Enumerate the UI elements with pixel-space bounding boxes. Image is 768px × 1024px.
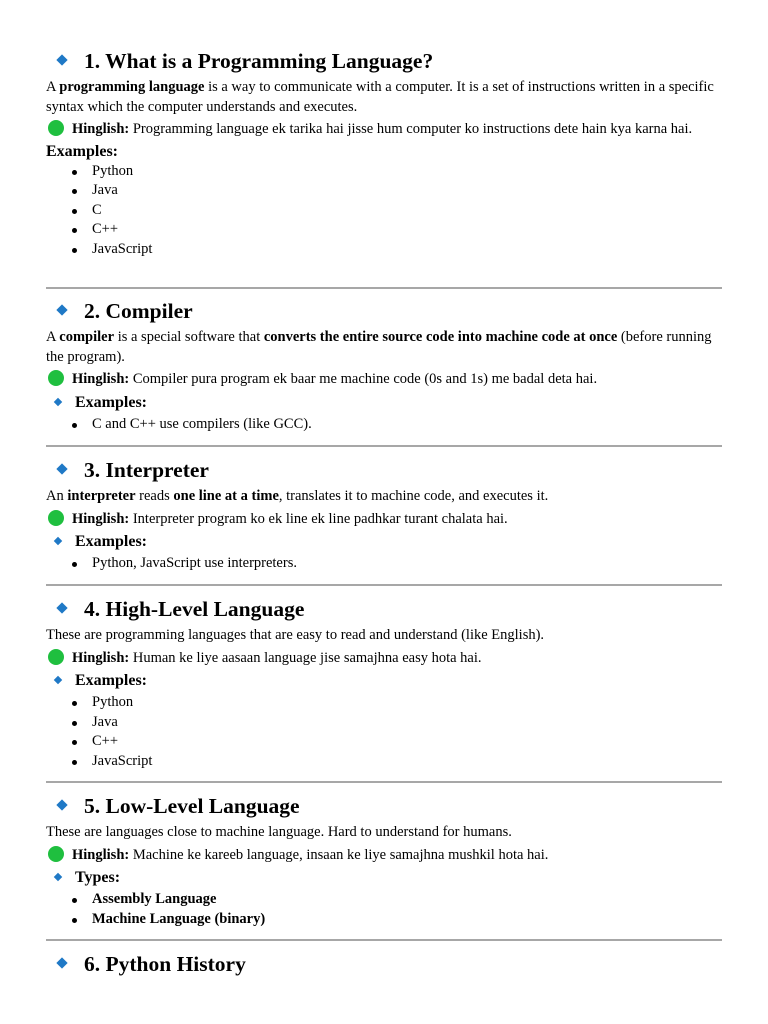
- hinglish-label: Hinglish:: [72, 510, 130, 527]
- small-diamond-bullet-icon: [54, 537, 62, 545]
- small-diamond-bullet-icon: [54, 397, 62, 405]
- diamond-bullet-icon: [56, 602, 67, 613]
- hinglish-text: Human ke liye aasaan language jise samajhna easy hota hai.: [132, 649, 482, 666]
- examples-list: [46, 693, 722, 771]
- section-title: 3. Interpreter: [84, 458, 209, 482]
- green-circle-icon: [48, 510, 64, 526]
- diamond-bullet-icon: [56, 54, 67, 65]
- section-high-level-language: [46, 596, 722, 771]
- list-item: C++: [46, 732, 722, 752]
- list-item: Python: [46, 693, 722, 713]
- hinglish-note: [46, 649, 722, 669]
- section-divider: [46, 287, 722, 289]
- small-diamond-bullet-icon: [54, 873, 62, 881]
- section-python-history: [46, 951, 722, 981]
- section-compiler: [46, 298, 722, 434]
- section-programming-language: [46, 48, 722, 259]
- green-circle-icon: [48, 649, 64, 665]
- diamond-bullet-icon: [56, 799, 67, 810]
- examples-label: Examples:: [46, 142, 118, 160]
- intro-text: reads: [135, 488, 174, 504]
- section-title: 4. High-Level Language: [84, 597, 305, 621]
- section-title: 2. Compiler: [84, 299, 193, 323]
- intro-text: is a special software that: [114, 329, 264, 345]
- examples-label: Examples:: [75, 672, 147, 689]
- list-item: C++: [46, 220, 722, 240]
- green-circle-icon: [48, 120, 64, 136]
- green-circle-icon: [48, 370, 64, 386]
- list-item: C and C++ use compilers (like GCC).: [46, 415, 722, 435]
- types-label: Types:: [75, 869, 121, 886]
- intro-bold-term: interpreter: [67, 488, 136, 504]
- examples-heading: [46, 671, 722, 693]
- intro-text: These are programming languages that are easy to read and understand (like English).: [46, 627, 545, 643]
- types-list: [46, 890, 722, 929]
- list-item: Java: [46, 181, 722, 201]
- section-divider: [46, 781, 722, 783]
- section-intro: [46, 487, 722, 507]
- examples-heading: [46, 393, 722, 415]
- section-heading: [46, 951, 722, 981]
- intro-bold-term: compiler: [59, 329, 115, 345]
- list-item: JavaScript: [46, 752, 722, 772]
- intro-text: An: [46, 488, 68, 504]
- intro-text: is a way to communicate with a computer. It is a set of instructions written in a specific syntax which the computer understands and executes.: [46, 79, 714, 115]
- hinglish-text: Interpreter program ko ek line ek line padhkar turant chalata hai.: [132, 510, 508, 527]
- list-item: Machine Language (binary): [46, 910, 722, 930]
- intro-text: These are languages close to machine language. Hard to understand for humans.: [46, 824, 512, 840]
- hinglish-text: Programming language ek tarika hai jisse hum computer ko instructions dete hain kya karna hai.: [132, 121, 693, 137]
- hinglish-label: Hinglish:: [72, 649, 130, 666]
- intro-text: , translates it to machine code, and executes it.: [278, 488, 549, 504]
- list-item: Assembly Language: [46, 890, 722, 910]
- diamond-bullet-icon: [56, 463, 67, 474]
- section-interpreter: [46, 457, 722, 574]
- section-divider: [46, 445, 722, 447]
- section-title: 5. Low-Level Language: [84, 794, 300, 818]
- section-heading: [46, 457, 722, 487]
- section-heading: [46, 298, 722, 328]
- examples-list: [46, 415, 722, 435]
- list-item: Java: [46, 713, 722, 733]
- section-intro: [46, 626, 722, 646]
- examples-label: Examples:: [75, 533, 147, 550]
- examples-label: Examples:: [75, 393, 147, 411]
- intro-text: A: [46, 79, 60, 95]
- intro-bold-term: programming language: [59, 79, 205, 95]
- section-divider: [46, 584, 722, 586]
- hinglish-label: Hinglish:: [72, 371, 130, 387]
- hinglish-label: Hinglish:: [72, 121, 130, 137]
- small-diamond-bullet-icon: [54, 676, 62, 684]
- section-intro: [46, 328, 722, 367]
- list-item: Python, JavaScript use interpreters.: [46, 554, 722, 574]
- list-item: Python: [46, 162, 722, 182]
- intro-text: (before running the program).: [46, 329, 712, 365]
- section-title: 6. Python History: [84, 952, 246, 976]
- examples-heading: [46, 532, 722, 554]
- types-heading: [46, 868, 722, 890]
- hinglish-note: [46, 846, 722, 866]
- list-item: C: [46, 201, 722, 221]
- hinglish-note: [46, 510, 722, 530]
- section-divider: [46, 939, 722, 941]
- section-low-level-language: [46, 793, 722, 929]
- diamond-bullet-icon: [56, 304, 67, 315]
- intro-bold-term: converts the entire source code into machine code at once: [263, 329, 618, 345]
- hinglish-note: [46, 120, 722, 140]
- intro-bold-term: one line at a time: [173, 488, 279, 504]
- section-heading: [46, 793, 722, 823]
- diamond-bullet-icon: [56, 957, 67, 968]
- list-item: JavaScript: [46, 240, 722, 260]
- section-intro: [46, 78, 722, 117]
- hinglish-label: Hinglish:: [72, 846, 130, 863]
- examples-list: [46, 554, 722, 574]
- section-intro: [46, 823, 722, 843]
- hinglish-text: Compiler pura program ek baar me machine code (0s and 1s) me badal deta hai.: [132, 371, 598, 387]
- hinglish-text: Machine ke kareeb language, insaan ke liye samajhna mushkil hota hai.: [132, 846, 549, 863]
- section-heading: [46, 596, 722, 626]
- hinglish-note: [46, 370, 722, 390]
- section-title: 1. What is a Programming Language?: [84, 49, 434, 73]
- section-heading: [46, 48, 722, 78]
- intro-text: A: [46, 329, 60, 345]
- examples-list: [46, 162, 722, 260]
- green-circle-icon: [48, 846, 64, 862]
